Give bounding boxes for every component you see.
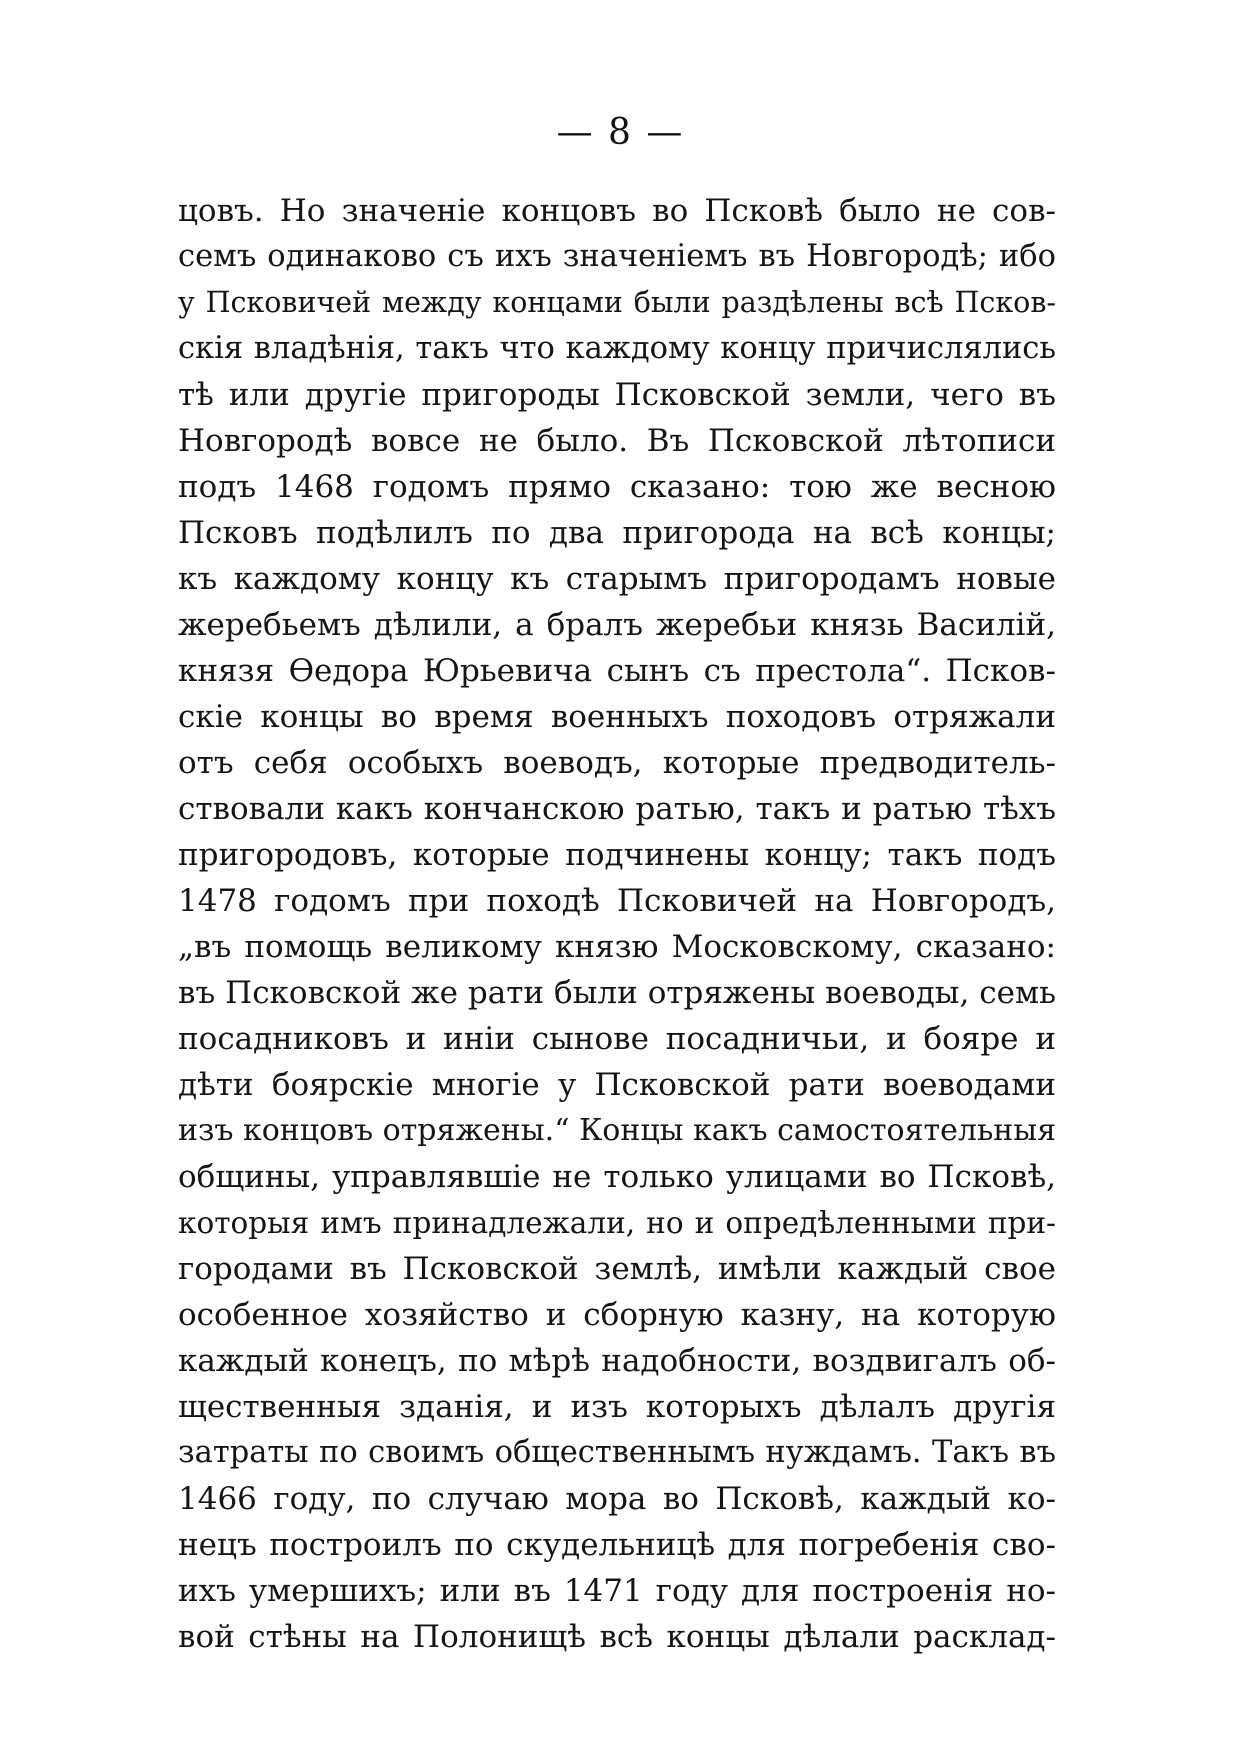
text-line: скiя владѣнiя, такъ что каждому концу причислялись <box>178 331 1056 366</box>
text-line: пригородовъ, которые подчинены концу; такъ подъ <box>178 837 1056 873</box>
text-line: щественныя зданiя, и изъ которыхъ дѣлалъ другiя <box>178 1389 1056 1425</box>
text-line: которыя имъ принадлежали, но и опредѣленными при- <box>178 1206 1056 1240</box>
body-text <box>178 188 1056 1660</box>
text-line: Псковъ подѣлилъ по два пригорода на всѣ концы; <box>178 515 1056 551</box>
text-line: жеребьемъ дѣлили, а бралъ жеребьи князь Василiй, <box>178 607 1056 643</box>
page-number: — 8 — <box>556 112 685 153</box>
text-line: нецъ построилъ по скудельницѣ для погребенiя сво- <box>178 1527 1056 1563</box>
text-line: отъ себя особыхъ воеводъ, которые предводитель- <box>178 745 1056 781</box>
text-line: Новгородѣ вовсе не было. Въ Псковской лѣтописи <box>178 423 1056 459</box>
text-line: князя Ѳедора Юрьевича сынъ съ престола“. Псков- <box>178 653 1056 689</box>
text-line: затраты по своимъ общественнымъ нуждамъ. Такъ въ <box>178 1435 1056 1470</box>
text-line: городами въ Псковской землѣ, имѣли каждый свое <box>178 1251 1056 1287</box>
text-line: вой стѣны на Полонищѣ всѣ концы дѣлали расклад- <box>178 1619 1056 1655</box>
text-line: каждый конецъ, по мѣрѣ надобности, воздвигалъ об- <box>178 1343 1056 1379</box>
text-line: въ Псковской же рати были отряжены воеводы, семь <box>178 975 1056 1011</box>
text-line: скiе концы во время военныхъ походовъ отряжали <box>178 699 1056 735</box>
text-line: цовъ. Но значенiе концовъ во Псковѣ было не сов- <box>178 193 1056 229</box>
text-line: подъ 1468 годомъ прямо сказано: тою же весною <box>178 469 1056 505</box>
text-line: у Псковичей между концами были раздѣлены всѣ Псков- <box>178 286 1056 319</box>
text-line: „въ помощь великому князю Московскому, сказано: <box>178 929 1056 965</box>
text-line: ствовали какъ кончанскою ратью, такъ и ратью тѣхъ <box>178 791 1056 827</box>
text-line: общины, управлявшiе не только улицами во Псковѣ, <box>178 1159 1056 1195</box>
text-line: посадниковъ и инiи сынове посадничьи, и бояре и <box>178 1021 1056 1057</box>
text-line: изъ концовъ отряжены.“ Концы какъ самостоятельныя <box>178 1113 1056 1148</box>
text-line: особенное хозяйство и сборную казну, на которую <box>178 1297 1056 1333</box>
text-line: тѣ или другiе пригороды Псковской земли, чего въ <box>178 377 1056 413</box>
text-line: 1466 году, по случаю мора во Псковѣ, каждый ко- <box>178 1481 1056 1517</box>
text-line: 1478 годомъ при походѣ Псковичей на Новгородъ, <box>178 883 1056 919</box>
text-line: ихъ умершихъ; или въ 1471 году для построенiя но- <box>178 1573 1056 1609</box>
text-line: семъ одинаково съ ихъ значенiемъ въ Новгородѣ; ибо <box>178 239 1056 274</box>
text-line: дѣти боярскiе многiе у Псковской рати воеводами <box>178 1067 1056 1103</box>
text-line: къ каждому концу къ старымъ пригородамъ новые <box>178 561 1056 597</box>
